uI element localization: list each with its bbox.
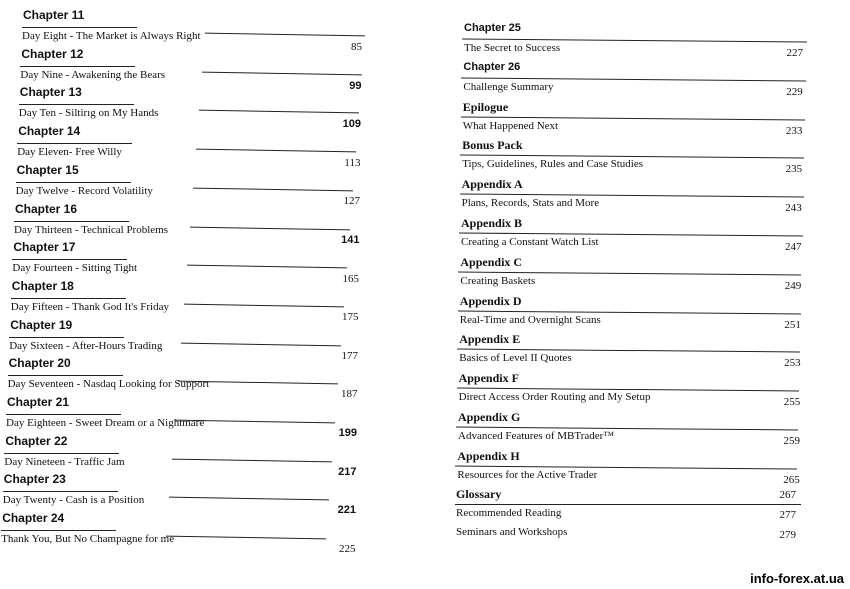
title-rule xyxy=(187,265,347,269)
chapter-heading: Chapter 11 xyxy=(23,8,85,22)
section-title: Creating Baskets xyxy=(460,274,536,287)
page-number: 277 xyxy=(779,509,796,521)
section-heading: Appendix C xyxy=(460,254,523,269)
chapter-heading: Chapter 19 xyxy=(10,317,73,332)
title-rule xyxy=(193,187,353,191)
heading-rule xyxy=(19,104,134,105)
section-heading: Epilogue xyxy=(462,99,509,114)
title-rule xyxy=(172,458,332,462)
title-rule xyxy=(205,33,365,37)
page-number: 109 xyxy=(342,118,361,131)
section-title: Direct Access Order Routing and My Setup xyxy=(458,391,651,404)
chapter-heading: Chapter 16 xyxy=(15,201,78,216)
chapter-title: Day Eighteen - Sweet Dream or a Nightmare xyxy=(6,417,205,429)
chapter-title: Day Fourteen - Sitting Tight xyxy=(12,262,138,275)
section-heading: Appendix E xyxy=(459,332,521,347)
chapter-title: Thank You, But No Champagne for me xyxy=(1,533,175,546)
page-number: 253 xyxy=(784,357,801,370)
heading-rule xyxy=(4,453,119,454)
heading-rule xyxy=(8,375,123,376)
chapter-heading: Chapter 20 xyxy=(8,356,71,371)
title-rule xyxy=(184,303,344,307)
page-number: 141 xyxy=(341,234,360,246)
heading-rule xyxy=(22,27,137,28)
section-heading: Chapter 25 xyxy=(464,22,521,34)
heading-rule xyxy=(1,530,116,531)
section-title: Creating a Constant Watch List xyxy=(461,236,599,248)
heading-rule xyxy=(20,66,135,67)
chapter-title: Day Twenty - Cash is a Position xyxy=(2,494,145,507)
chapter-title: Day Thirteen - Technical Problems xyxy=(14,223,168,236)
page-number: 225 xyxy=(339,542,356,555)
page-number: 177 xyxy=(341,349,358,362)
page-number: 229 xyxy=(786,85,803,98)
page-number: 227 xyxy=(786,47,803,59)
section-title: Challenge Summary xyxy=(463,80,554,93)
section-heading: Chapter 26 xyxy=(463,60,521,73)
section-title: Basics of Level II Quotes xyxy=(459,352,572,365)
title-rule xyxy=(181,342,341,346)
page-number: 249 xyxy=(784,279,802,292)
chapter-title: Day Seventeen - Nasdaq Looking for Support xyxy=(7,378,210,391)
section-title: Plans, Records, Stats and More xyxy=(461,197,600,210)
title-rule xyxy=(202,71,362,75)
page-number: 265 xyxy=(783,473,800,486)
heading-rule xyxy=(11,298,126,299)
chapter-title: Day Nineteen - Traffic Jam xyxy=(4,455,125,468)
heading-rule xyxy=(3,491,118,492)
chapter-heading: Chapter 21 xyxy=(7,395,70,409)
chapter-heading: Chapter 24 xyxy=(2,511,65,526)
section-title: Resources for the Active Trader xyxy=(457,468,598,481)
section-title: What Happened Next xyxy=(462,119,559,132)
title-rule xyxy=(190,226,350,230)
chapter-title: Day Fifteen - Thank God It's Friday xyxy=(10,300,169,313)
page-number: 165 xyxy=(342,272,359,285)
page-number: 233 xyxy=(785,124,803,137)
chapter-title: Day Ten - Siltirıg on My Hands xyxy=(18,107,159,120)
page-number: 235 xyxy=(785,163,803,176)
section-heading: Appendix G xyxy=(458,410,521,424)
section-heading: Appendix F xyxy=(458,371,519,386)
page-number: 247 xyxy=(785,241,802,253)
chapter-heading: Chapter 12 xyxy=(21,46,84,61)
heading-rule xyxy=(6,414,121,415)
heading-rule xyxy=(9,337,124,338)
section-title: Seminars and Workshops xyxy=(456,526,568,538)
page-number: 187 xyxy=(341,388,358,401)
chapter-title: Day Nine - Awakening the Bears xyxy=(20,68,166,81)
chapter-title: Day Twelve - Record Volatility xyxy=(15,184,153,197)
page-number: 85 xyxy=(351,41,362,53)
heading-rule xyxy=(17,143,132,144)
chapter-heading: Chapter 15 xyxy=(16,162,79,177)
section-title: Advanced Features of MBTrader™ xyxy=(458,430,615,442)
section-heading: Appendix B xyxy=(461,216,523,230)
section-heading: Appendix H xyxy=(457,448,520,463)
page-number: 221 xyxy=(337,504,356,517)
title-rule xyxy=(196,149,356,153)
page-number: 217 xyxy=(338,465,357,478)
chapter-heading: Chapter 18 xyxy=(11,278,74,293)
glossary-heading: Glossary xyxy=(456,487,502,501)
section-title: Recommended Reading xyxy=(456,507,562,519)
section-rule xyxy=(455,504,801,505)
heading-rule xyxy=(14,221,129,222)
section-title: Tips, Guidelines, Rules and Case Studies xyxy=(462,158,643,171)
section-heading: Bonus Pack xyxy=(462,138,523,153)
page-number: 99 xyxy=(349,79,362,92)
page-number: 175 xyxy=(342,311,359,324)
site-watermark: info-forex.at.ua xyxy=(750,571,844,586)
page-number: 251 xyxy=(784,318,801,331)
heading-rule xyxy=(16,182,131,183)
page-number: 279 xyxy=(779,529,796,541)
heading-rule xyxy=(12,259,127,260)
title-rule xyxy=(169,497,329,501)
right-page xyxy=(425,0,850,589)
chapter-heading: Chapter 17 xyxy=(13,240,76,255)
chapter-title: Day Eleven- Free Willy xyxy=(17,146,122,159)
chapter-heading: Chapter 23 xyxy=(3,472,66,487)
chapter-heading: Chapter 14 xyxy=(18,124,81,139)
chapter-title: Day Sixteen - After-Hours Trading xyxy=(9,339,163,352)
page-number: 259 xyxy=(783,435,800,447)
chapter-title: Day Eight - The Market is Always Right xyxy=(22,30,201,42)
section-heading: Appendix A xyxy=(461,177,523,192)
page-number: 267 xyxy=(779,489,796,501)
page-number: 255 xyxy=(783,396,801,409)
page-number: 113 xyxy=(344,156,361,169)
title-rule xyxy=(166,536,326,540)
section-title: The Secret to Success xyxy=(464,42,561,54)
page-number: 199 xyxy=(338,427,357,439)
section-heading: Appendix D xyxy=(459,293,522,308)
page-number: 243 xyxy=(785,202,802,215)
title-rule xyxy=(199,110,359,114)
page-number: 127 xyxy=(343,195,360,208)
section-title: Real-Time and Overnight Scans xyxy=(459,313,601,326)
chapter-heading: Chapter 22 xyxy=(5,433,68,448)
chapter-heading: Chapter 13 xyxy=(19,85,82,100)
